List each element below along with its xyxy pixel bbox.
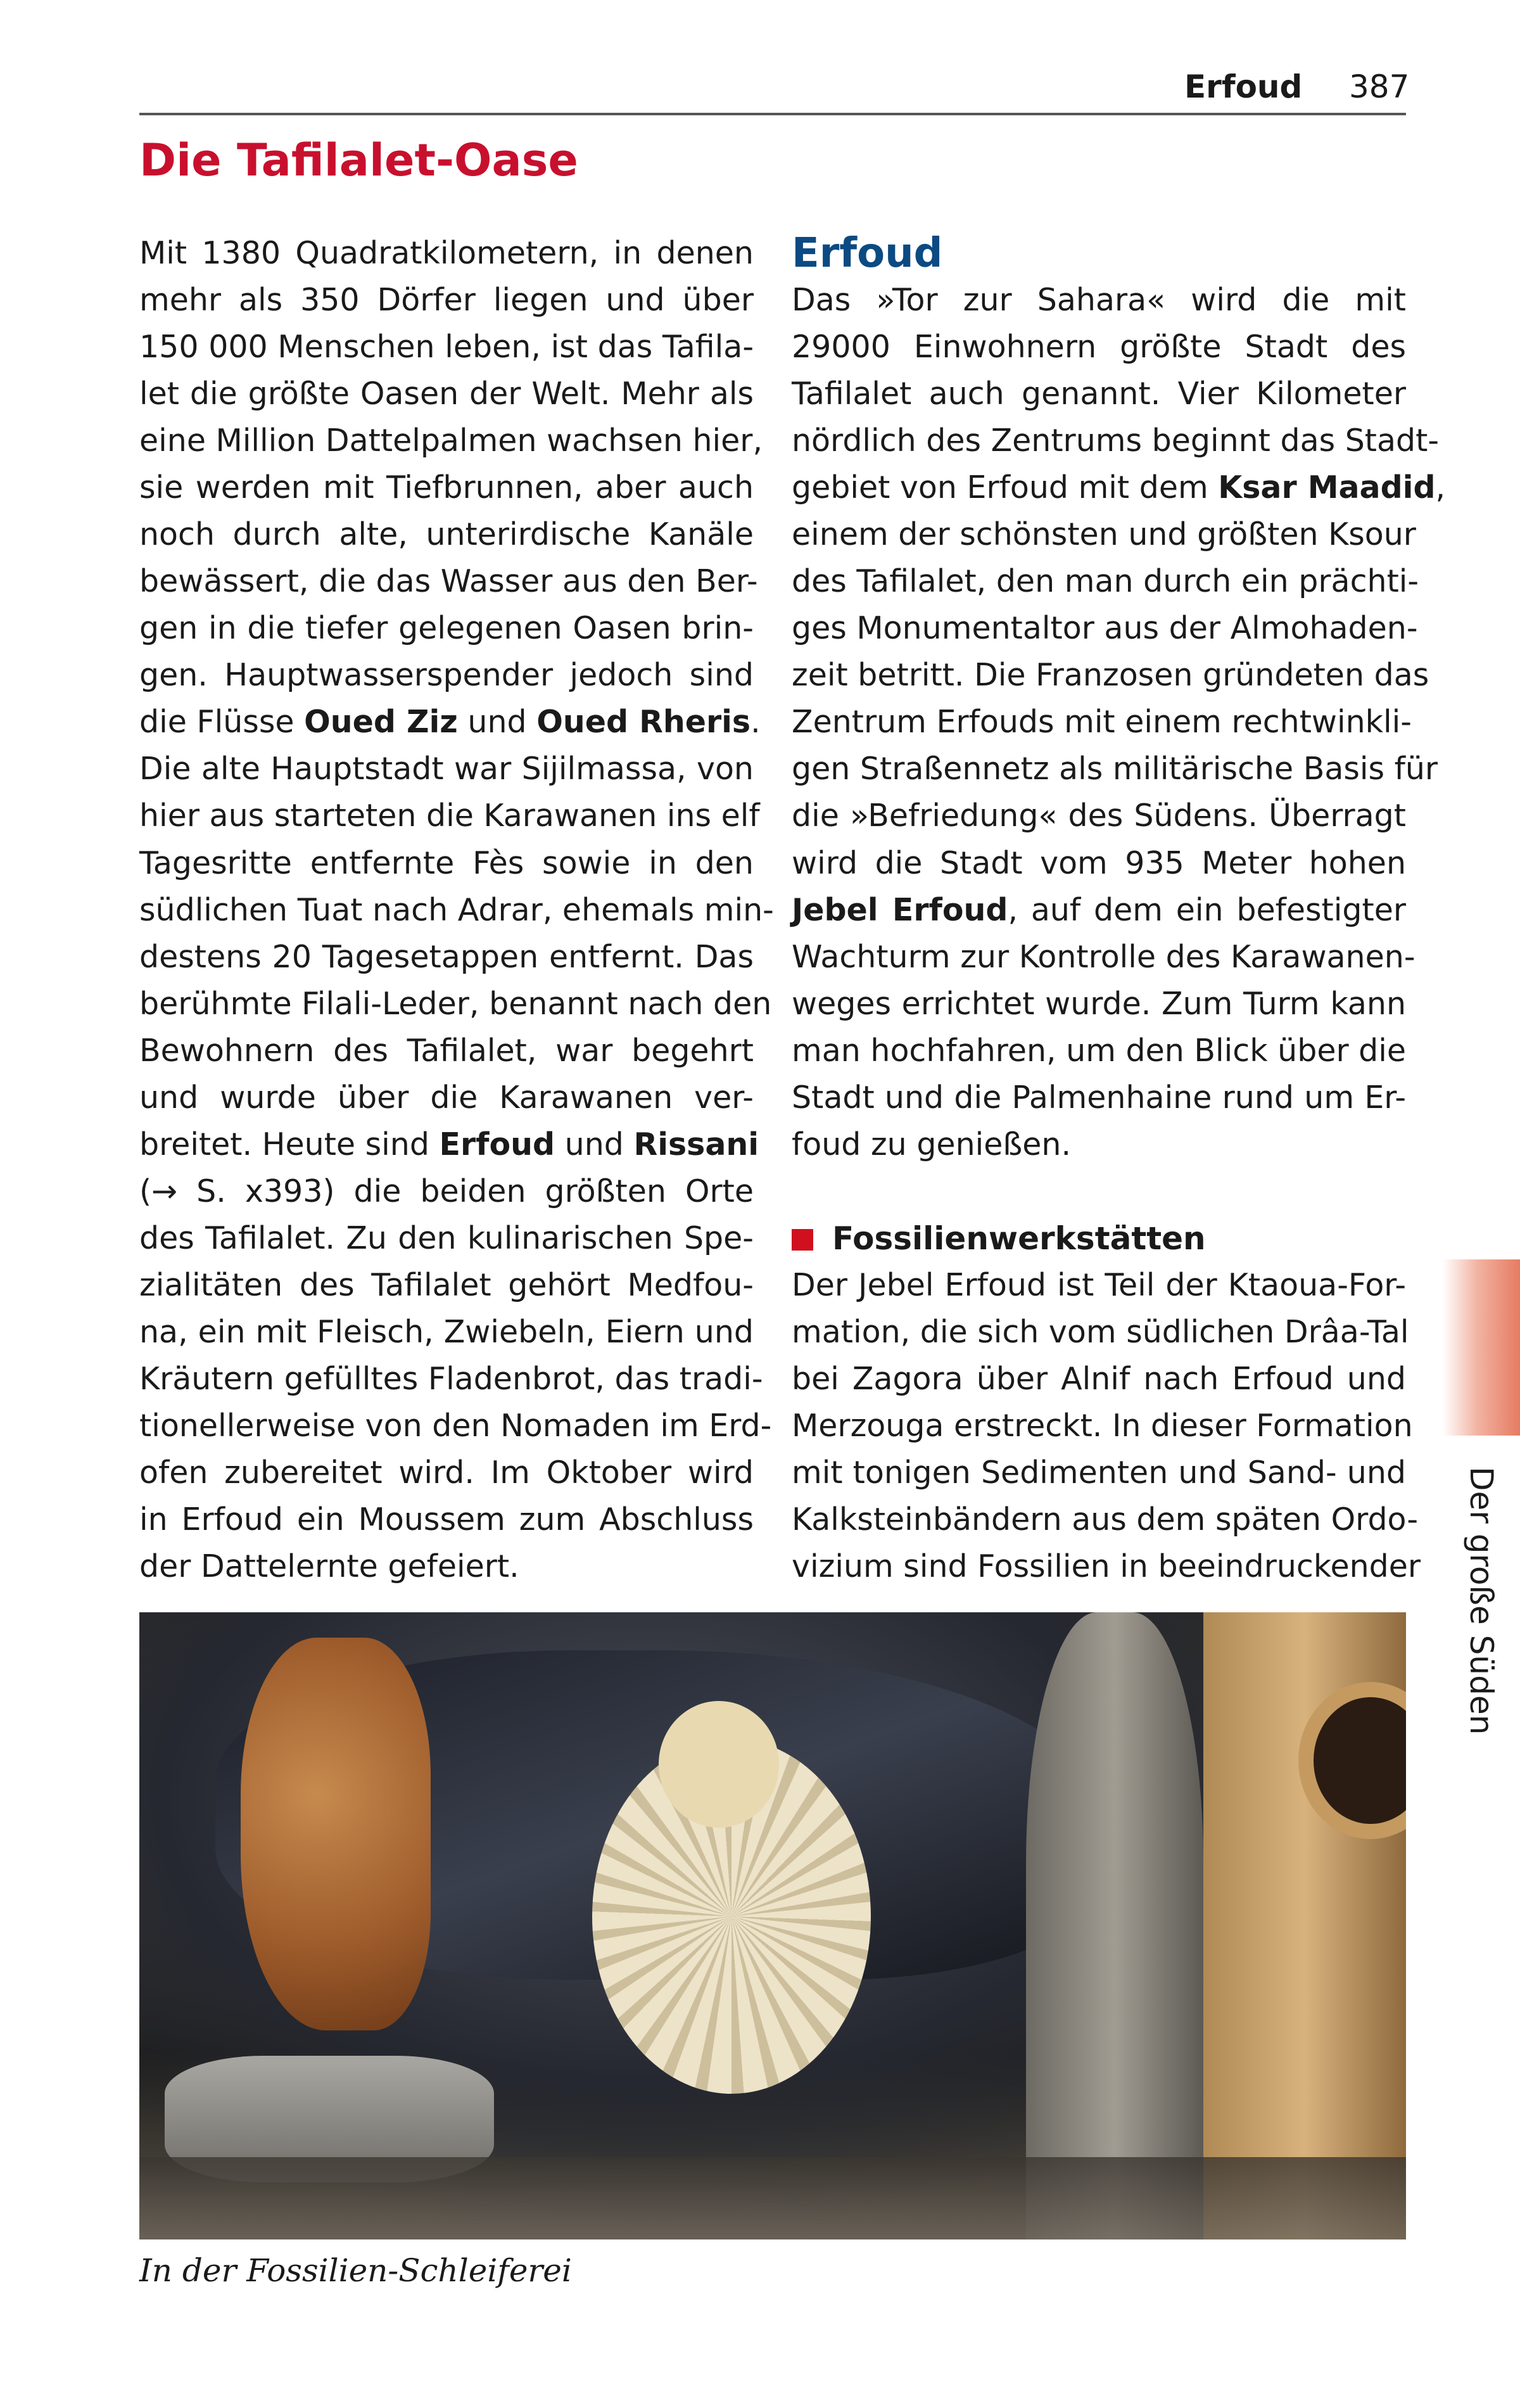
text-segment: gen Straßennetz als militärische Basis für [792,751,1438,787]
text-line [139,793,760,839]
text-line [792,1028,1406,1074]
text-segment: Mit 1380 Quadratkilometern, in denen [139,235,754,271]
text-segment: . [750,704,761,741]
text-segment: Die alte Hauptstadt war Sijilmassa, von [139,751,754,787]
text-segment: weges errichtet wurde. Zum Turm kann [792,985,1406,1022]
text-line [139,230,754,277]
text-line [139,887,774,934]
text-segment: in Erfoud ein Moussem zum Abschluss [139,1501,754,1538]
text-line [139,1356,763,1403]
text-line [139,324,754,371]
text-line [792,981,1406,1028]
text-segment: zialitäten des Tafilalet gehört Medfou- [139,1266,754,1303]
text-segment: Stadt und die Palmenhaine rund um Er- [792,1079,1406,1116]
text-segment: der Dattelernte gefeiert. [139,1548,519,1585]
text-line [792,1403,1413,1449]
running-header-section: Erfoud [1184,68,1303,105]
text-segment: Bewohnern des Tafilalet, war begehrt [139,1032,754,1069]
section-heading-erfoud: Erfoud [792,230,943,277]
text-line [792,277,1406,324]
text-line [139,277,754,324]
text-line [139,1074,754,1121]
text-segment: Das »Tor zur Sahara« wird die mit [792,282,1406,319]
bold-term: Ksar Maadid [1218,469,1436,506]
text-line [139,1028,754,1074]
text-segment: Tafilalet auch genannt. Vier Kilometer [792,376,1406,412]
text-line [139,511,754,558]
text-line [792,699,1412,746]
text-segment: let die größte Oasen der Welt. Mehr als [139,376,754,412]
page-title: Die Tafilalet-Oase [139,134,578,186]
text-segment: und wurde über die Karawanen ver- [139,1079,754,1116]
text-segment: die Flüsse [139,704,305,741]
text-segment: mehr als 350 Dörfer liegen und über [139,282,754,319]
text-segment: destens 20 Tagesetappen entfernt. Das [139,938,754,975]
text-line [792,1262,1406,1309]
text-line [792,746,1438,793]
text-segment: eine Million Dattelpalmen wachsen hier, [139,423,763,459]
text-segment: Wachturm zur Kontrolle des Karawanen- [792,938,1416,975]
text-line [792,1356,1406,1403]
text-segment: foud zu genießen. [792,1126,1072,1163]
text-segment: mation, die sich vom südlichen Drâa-Tal [792,1313,1409,1350]
text-segment: des Tafilalet, den man durch ein prächti- [792,563,1419,600]
text-segment: wird die Stadt vom 935 Meter hohen [792,844,1406,881]
subheading-label: Fossilienwerkstätten [832,1220,1206,1257]
text-line [792,1309,1409,1356]
text-line [139,1496,754,1543]
text-line [139,699,761,746]
text-line [792,464,1446,511]
text-segment: sie werden mit Tiefbrunnen, aber auch [139,469,754,506]
text-line [139,1403,772,1449]
text-segment: hier aus starteten die Karawanen ins elf [139,798,760,834]
text-line [139,605,754,652]
text-line [792,1449,1406,1496]
text-segment: Zentrum Erfouds mit einem rechtwinkli- [792,704,1412,741]
text-segment: ges Monumentaltor aus der Almohaden- [792,610,1418,647]
text-segment: 150 000 Menschen leben, ist das Tafila- [139,329,754,366]
text-segment: berühmte Filali-Leder, benannt nach den [139,985,772,1022]
text-segment: Tagesritte entfernte Fès sowie in den [139,844,754,881]
text-line [139,1309,754,1356]
text-line [139,840,754,887]
text-line [792,840,1406,887]
header-rule [139,113,1406,115]
text-line [792,793,1406,839]
text-segment: bei Zagora über Alnif nach Erfoud und [792,1360,1406,1397]
text-segment: breitet. Heute sind [139,1126,440,1163]
text-segment: gebiet von Erfoud mit dem [792,469,1219,506]
text-segment: gen in die tiefer gelegenen Oasen brin- [139,610,754,647]
text-segment: 29000 Einwohnern größte Stadt des [792,329,1406,366]
text-line [139,1168,754,1215]
page-number: 387 [1349,68,1410,105]
text-line [139,371,754,417]
chapter-label-vertical: Der große Süden [1463,1467,1500,1735]
text-segment: man hochfahren, um den Blick über die [792,1032,1407,1069]
text-line [792,324,1406,371]
text-segment: des Tafilalet. Zu den kulinarischen Spe- [139,1220,754,1256]
bold-term: Oued Ziz [304,704,458,741]
text-line [792,511,1416,558]
bold-term: Erfoud [439,1126,555,1163]
text-line [139,464,754,511]
text-line [139,934,754,981]
text-line [792,1074,1406,1121]
text-line [792,1121,1406,1168]
text-segment: , [1435,469,1446,506]
bold-term: Jebel Erfoud [792,891,1008,928]
text-segment: ofen zubereitet wird. Im Oktober wird [139,1455,754,1491]
text-segment: tionellerweise von den Nomaden im Erd- [139,1408,772,1444]
text-segment: vizium sind Fossilien in beeindruckender [792,1548,1421,1585]
text-line [792,1496,1419,1543]
text-segment: , auf dem ein befestigter [1008,891,1406,928]
photo-fossils [139,1612,1406,2239]
text-line [139,981,772,1028]
text-line [792,887,1406,934]
chapter-thumb-tab [1443,1259,1520,1436]
text-segment: mit tonigen Sedimenten und Sand- und [792,1455,1406,1491]
text-line [139,1262,754,1309]
text-segment: na, ein mit Fleisch, Zwiebeln, Eiern und [139,1313,754,1350]
text-line [792,1543,1421,1590]
red-square-bullet-icon [792,1229,813,1251]
text-segment: bewässert, die das Wasser aus den Ber- [139,563,758,600]
text-segment: einem der schönsten und größten Ksour [792,516,1416,553]
text-line [139,746,754,793]
text-segment: und [457,704,537,741]
text-line [792,417,1440,464]
text-segment: Kräutern gefülltes Fladenbrot, das tradi- [139,1360,763,1397]
text-segment: Kalksteinbändern aus dem späten Ordo- [792,1501,1419,1538]
text-segment: südlichen Tuat nach Adrar, ehemals min- [139,891,774,928]
text-line [792,605,1418,652]
text-segment: gen. Hauptwasserspender jedoch sind [139,657,754,694]
text-line [139,1543,754,1590]
text-line [792,558,1419,605]
text-line [792,652,1429,699]
text-line [792,371,1406,417]
text-line [139,417,763,464]
text-segment: zeit betritt. Die Franzosen gründeten das [792,657,1429,694]
text-segment: Merzouga erstreckt. In dieser Formation [792,1408,1413,1444]
text-segment: nördlich des Zentrums beginnt das Stadt- [792,423,1440,459]
text-line [139,1121,759,1168]
bold-term: Oued Rheris [536,704,751,741]
subheading-fossilienwerkstaetten [792,1215,1206,1262]
text-segment: noch durch alte, unterirdische Kanäle [139,516,754,553]
photo-caption: In der Fossilien-Schleiferei [139,2252,572,2289]
text-line [139,1215,754,1262]
bold-term: Rissani [633,1126,759,1163]
text-line [139,558,758,605]
text-line [139,652,754,699]
text-line [792,934,1416,981]
text-line [139,1449,754,1496]
text-segment: (→ S. x393) die beiden größten Orte [139,1173,754,1209]
text-segment: die »Befriedung« des Südens. Überragt [792,798,1406,834]
text-segment: Der Jebel Erfoud ist Teil der Ktaoua-For- [792,1266,1406,1303]
text-segment: und [555,1126,634,1163]
